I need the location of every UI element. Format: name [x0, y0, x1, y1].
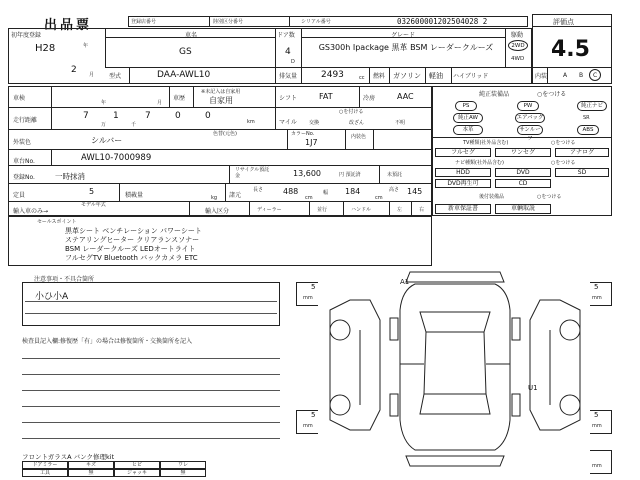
color-label: 外装色: [13, 139, 32, 146]
notes-text: 小ひ小A: [35, 292, 69, 302]
inspector-lines: [22, 350, 280, 450]
navi-sd: SD: [555, 168, 609, 177]
length-value: 488: [283, 187, 299, 196]
inspection-label: 車検: [13, 95, 26, 102]
interior-grade-b: B: [579, 72, 584, 79]
shift-label: シフト: [279, 95, 298, 102]
mileage-unit: km: [247, 119, 255, 125]
capacity-label: 定員: [13, 192, 26, 199]
reg-value: 一時抹消: [55, 172, 85, 181]
model-label: 型式: [109, 73, 122, 80]
navi-dvd: DVD: [495, 168, 551, 177]
fuel-gasoline: ガソリン: [393, 72, 421, 80]
evaluation-label: 評価点: [553, 18, 574, 26]
equip-aw: 純正AW: [453, 113, 483, 123]
inspection-year-unit: 年: [101, 100, 107, 106]
fuel-label: 燃料: [373, 73, 386, 80]
ac-value: AAC: [397, 92, 414, 101]
sales-points-block: [8, 216, 432, 266]
displacement-label: 排気量: [279, 73, 298, 80]
table-cell: 工具: [22, 469, 68, 477]
equipment-note: ○をつける: [537, 91, 567, 98]
chassis-label: 車台No.: [13, 158, 35, 165]
sales-points-label: セールスポイント: [37, 219, 77, 225]
tread-front-right: [590, 282, 612, 306]
tv-note: ○をつける: [551, 140, 576, 146]
table-header: ドアミラー: [22, 461, 68, 469]
displacement-value: 2493: [321, 70, 344, 80]
size-unit: cm: [305, 195, 313, 201]
after-manual: 車輌取説: [495, 204, 551, 214]
mileage-sen-unit: 千: [131, 122, 137, 128]
chassis-value: AWL10-7000989: [81, 153, 152, 163]
recycle-label: リサイクル預託金: [235, 167, 270, 179]
size-unit: cm: [375, 195, 383, 201]
mileage-digit: 1: [113, 111, 119, 121]
tv-fullseg: フルセグ: [435, 148, 491, 157]
windshield-note: フロントガラスA バンク修理kit: [22, 453, 115, 461]
tread-rear-right: [590, 410, 612, 434]
mileage-digit: 0: [175, 111, 181, 121]
equip-pw: PW: [517, 101, 539, 111]
doors-value: 4: [285, 47, 291, 57]
notes-label: 注意事項・不具合箇所: [34, 276, 95, 283]
tread-value: 5: [594, 283, 599, 291]
fuel-hybrid: ハイブリッド: [453, 73, 489, 80]
tread-unit: mm: [592, 423, 602, 429]
color-no-value: 1J7: [305, 138, 318, 147]
displacement-unit: cc: [359, 75, 365, 81]
import-left: 左: [397, 207, 403, 213]
month-unit: 月: [89, 72, 95, 78]
tv-oneseg: ワンセグ: [495, 148, 551, 157]
drive-label: 駆動: [511, 32, 524, 39]
after-title: 後付装備品: [479, 194, 505, 200]
table-header: キズ: [68, 461, 114, 469]
recycle-value: 13,600: [293, 169, 321, 178]
serial-value: 032600001202504028 2: [397, 17, 488, 26]
usage-label: 車歴: [173, 95, 186, 102]
tread-front-left: [296, 282, 318, 306]
model-value: DAA-AWL10: [157, 70, 211, 80]
sales-point-line: ステアリングヒーター クリアランスソナー: [65, 236, 200, 244]
usage-note: ※未記入は自家用: [201, 89, 241, 95]
car-name: GS: [179, 47, 192, 57]
width-value: 184: [345, 187, 361, 196]
dvd-playback: DVD再生可: [435, 179, 491, 188]
color-no-label: カラーNo.: [291, 131, 315, 137]
mileage-digit: 7: [83, 111, 89, 121]
table-cell: 無: [160, 469, 206, 477]
reg-label: 登録No.: [13, 174, 35, 181]
equip-leather: 本革: [453, 125, 483, 135]
width-label: 幅: [323, 190, 329, 196]
table-cell: ジャッキ: [114, 469, 160, 477]
height-label: 高さ: [389, 187, 400, 193]
meter-note: ○を付ける: [339, 109, 364, 115]
height-value: 145: [407, 187, 423, 196]
tread-spare: [590, 450, 612, 474]
import-parallel: 並行: [317, 207, 328, 213]
car-damage-diagram: [320, 270, 590, 470]
sales-point-line: 黒革シート ベンチレーション パワーシート: [65, 227, 202, 235]
vehicle-details-block: [8, 86, 432, 216]
model-year-label: モデル年式: [81, 202, 106, 208]
meter-replaced: 交換: [309, 120, 320, 126]
damage-mark-a1: A1: [400, 278, 410, 286]
sales-point-line: BSM レーダークルーズ LEDオートライト: [65, 245, 196, 253]
color-change-label: 色替(元色): [213, 131, 237, 137]
notes-box: [22, 282, 280, 326]
tread-rear-left: [296, 410, 318, 434]
shift-value: FAT: [319, 92, 333, 101]
tread-unit: mm: [303, 423, 313, 429]
year-unit: 年: [83, 43, 89, 49]
import-handle: ハンドル: [351, 207, 372, 213]
sales-point-line: フルセグTV Bluetooth バックカメラ ETC: [65, 254, 198, 262]
meter-tampered: 改ざん: [349, 120, 365, 126]
equip-sunroof: サンルーフ: [517, 125, 543, 135]
lane-no-label: 陸別区分番号: [213, 19, 244, 25]
drive-2wd: 2WD: [508, 40, 528, 51]
tread-value: 5: [311, 411, 316, 419]
grade-value: GS300h Ipackage 黒革 BSM レーダークルーズ: [318, 43, 494, 52]
damage-mark-u1: U1: [528, 384, 538, 392]
import-type-label: 輸入区分: [205, 208, 230, 215]
equipment-block: [432, 86, 612, 216]
equip-abs: ABS: [577, 125, 599, 135]
interior-grade-c: C: [593, 72, 598, 79]
length-label: 長さ: [253, 187, 264, 193]
first-reg-month: 2: [71, 65, 77, 75]
mileage-digits: [61, 111, 261, 128]
import-dealer: ディーラー: [257, 207, 282, 213]
equip-airbag: エアバッグ: [516, 115, 544, 121]
first-reg-year: H28: [35, 43, 56, 54]
interior-grade-a: A: [563, 72, 568, 79]
first-reg-label: 初年度登録: [11, 32, 42, 39]
color-value: シルバー: [91, 136, 123, 145]
navi-hdd: HDD: [435, 168, 491, 177]
recycle-status: 未預託: [387, 172, 403, 178]
equip-sr: SR: [583, 115, 590, 121]
usage-value: 自家用: [209, 96, 233, 105]
equipment-title: 純正装備品: [479, 91, 510, 98]
table-cell: 無: [68, 469, 114, 477]
evaluation-box: [532, 14, 612, 84]
table-header: ワレ: [160, 461, 206, 469]
int-color-label: 内装色: [351, 134, 367, 140]
tread-value: 5: [311, 283, 316, 291]
meter-unknown: 不明: [395, 120, 406, 126]
tv-analog: アナログ: [555, 148, 609, 157]
drive-4wd: 4WD: [511, 56, 525, 62]
recycle-unit: 円 預託済: [339, 172, 361, 178]
mileage-digit: 0: [205, 111, 211, 121]
interior-label: 内装: [535, 73, 548, 80]
capacity-value: 5: [89, 187, 95, 196]
doors-suffix: D: [291, 59, 295, 65]
serial-label: シリアル番号: [301, 19, 331, 25]
evaluation-score: 4.5: [551, 37, 590, 62]
after-note: ○をつける: [537, 194, 562, 200]
fuel-diesel: 軽油: [429, 72, 443, 80]
ac-label: 冷房: [363, 95, 376, 102]
inspection-month-unit: 月: [157, 100, 163, 106]
doors-label: ドア数: [277, 32, 295, 39]
navi-title: ナビ種類(社外品含む): [455, 160, 504, 166]
car-name-label: 車名: [185, 32, 198, 39]
equip-ps: PS: [455, 101, 477, 111]
import-right: 右: [419, 207, 425, 213]
vehicle-top-block: [8, 28, 532, 84]
mileage-label: 走行距離: [13, 117, 38, 124]
size-label: 諸元: [229, 192, 242, 199]
table-header: ヒビ: [114, 461, 160, 469]
header-strip: [128, 16, 528, 27]
after-warranty: 新車保証書: [435, 204, 491, 214]
equip-navi: 純正ナビ: [577, 101, 607, 111]
dealer-no-label: 登録店番号: [131, 19, 157, 25]
mile-label: マイル: [279, 119, 297, 126]
import-label: 輸入車のみ→: [13, 208, 49, 215]
form-title: 出品票: [44, 18, 93, 33]
load-unit: kg: [211, 195, 218, 201]
bottom-table: [22, 461, 212, 477]
load-label: 積載量: [125, 192, 144, 199]
mileage-man-unit: 万: [101, 122, 107, 128]
tv-title: TV種類(社外品含む): [463, 140, 509, 146]
tread-value: 5: [594, 411, 599, 419]
tread-unit: mm: [592, 463, 602, 469]
grade-label: グレード: [391, 32, 416, 39]
navi-note: ○をつける: [551, 160, 576, 166]
inspector-label: 検査員記入欄:修復歴「有」の場合は修復箇所・交換箇所を記入: [22, 338, 193, 345]
tread-unit: mm: [303, 295, 313, 301]
cd-playback: CD: [495, 179, 551, 188]
tread-unit: mm: [592, 295, 602, 301]
mileage-digit: 7: [145, 111, 151, 121]
